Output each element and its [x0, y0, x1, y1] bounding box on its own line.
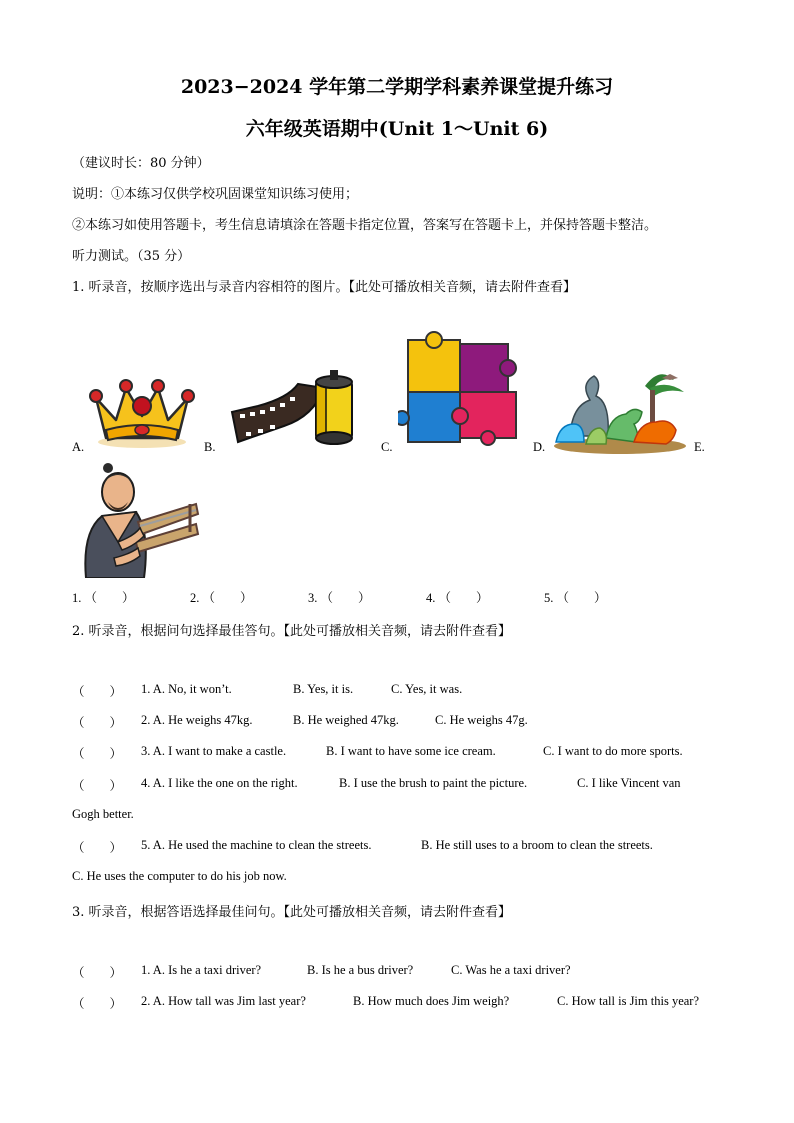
- option-a: 4. A. I like the one on the right.: [141, 776, 298, 790]
- film-roll-icon: [228, 368, 360, 448]
- answer-paren[interactable]: （ ）: [72, 966, 123, 980]
- option-b: B. Yes, it is.: [293, 682, 354, 696]
- q2-prompt: 2. 听录音，根据问句选择最佳答句。【此处可播放相关音频，请去附件查看】: [72, 624, 512, 639]
- option-b: B. I want to have some ice cream.: [326, 744, 496, 758]
- option-c: C. Was he a taxi driver?: [451, 963, 571, 977]
- q3-prompt: 3. 听录音，根据答语选择最佳问句。【此处可播放相关音频，请去附件查看】: [72, 905, 512, 920]
- answer-paren[interactable]: （ ）: [72, 747, 123, 761]
- answer-paren[interactable]: （ ）: [72, 779, 123, 793]
- puzzle-icon: [398, 330, 524, 450]
- section-heading: 听力测试。（35 分）: [72, 249, 191, 264]
- option-d-label: D.: [533, 440, 546, 454]
- answer-paren[interactable]: （ ）: [72, 997, 123, 1011]
- q1-blank-5[interactable]: 5. （ ）: [544, 591, 607, 605]
- option-a: 1. A. No, it won’t.: [141, 682, 232, 696]
- q1-blank-3[interactable]: 3. （ ）: [308, 591, 371, 605]
- option-c: C. I want to do more sports.: [543, 744, 683, 758]
- answer-paren[interactable]: （ ）: [72, 841, 123, 855]
- option-a: 1. A. Is he a taxi driver?: [141, 963, 262, 977]
- option-c: C. How tall is Jim this year?: [557, 994, 699, 1008]
- option-e-label: E.: [694, 440, 705, 454]
- q1-blank-4[interactable]: 4. （ ）: [426, 591, 489, 605]
- instruction-2: ②本练习如使用答题卡，考生信息请填涂在答题卡指定位置，答案写在答题卡上，并保持答题卡整洁。: [72, 218, 658, 233]
- option-b: B. Is he a bus driver?: [307, 963, 414, 977]
- q2-item-4-continued: Gogh better.: [72, 807, 134, 821]
- option-a: 2. A. How tall was Jim last year?: [141, 994, 306, 1008]
- option-a: 5. A. He used the machine to clean the streets.: [141, 838, 372, 852]
- option-a: 3. A. I want to make a castle.: [141, 744, 287, 758]
- option-c: C. Yes, it was.: [391, 682, 463, 696]
- crown-icon: [88, 376, 196, 450]
- page-subtitle: 六年级英语期中(Unit 1～Unit 6): [245, 118, 549, 140]
- answer-paren[interactable]: （ ）: [72, 716, 123, 730]
- option-b: B. How much does Jim weigh?: [353, 994, 510, 1008]
- duration-note: （建议时长：80 分钟）: [72, 156, 210, 171]
- q2-item-5-continued: C. He uses the computer to do his job now.: [72, 869, 287, 883]
- option-b: B. I use the brush to paint the picture.: [339, 776, 528, 790]
- q1-blank-2[interactable]: 2. （ ）: [190, 591, 253, 605]
- option-b-label: B.: [204, 440, 216, 454]
- dinosaurs-icon: [550, 366, 690, 454]
- option-a-label: A.: [72, 440, 85, 454]
- page-title: 2023−2024 学年第二学期学科素养课堂提升练习: [180, 76, 614, 98]
- option-c-label: C.: [381, 440, 393, 454]
- q1-prompt: 1. 听录音，按顺序选出与录音内容相符的图片。【此处可播放相关音频，请去附件查看】: [72, 280, 577, 295]
- man-with-saw-icon: [78, 462, 202, 578]
- option-c: C. He weighs 47g.: [435, 713, 528, 727]
- option-a: 2. A. He weighs 47kg.: [141, 713, 253, 727]
- option-b: B. He weighed 47kg.: [293, 713, 399, 727]
- answer-paren[interactable]: （ ）: [72, 685, 123, 699]
- option-c: C. I like Vincent van: [577, 776, 681, 790]
- option-b: B. He still uses to a broom to clean the streets.: [421, 838, 653, 852]
- instruction-1: 说明：①本练习仅供学校巩固课堂知识练习使用；: [72, 187, 359, 202]
- q1-blank-1[interactable]: 1. （ ）: [72, 591, 135, 605]
